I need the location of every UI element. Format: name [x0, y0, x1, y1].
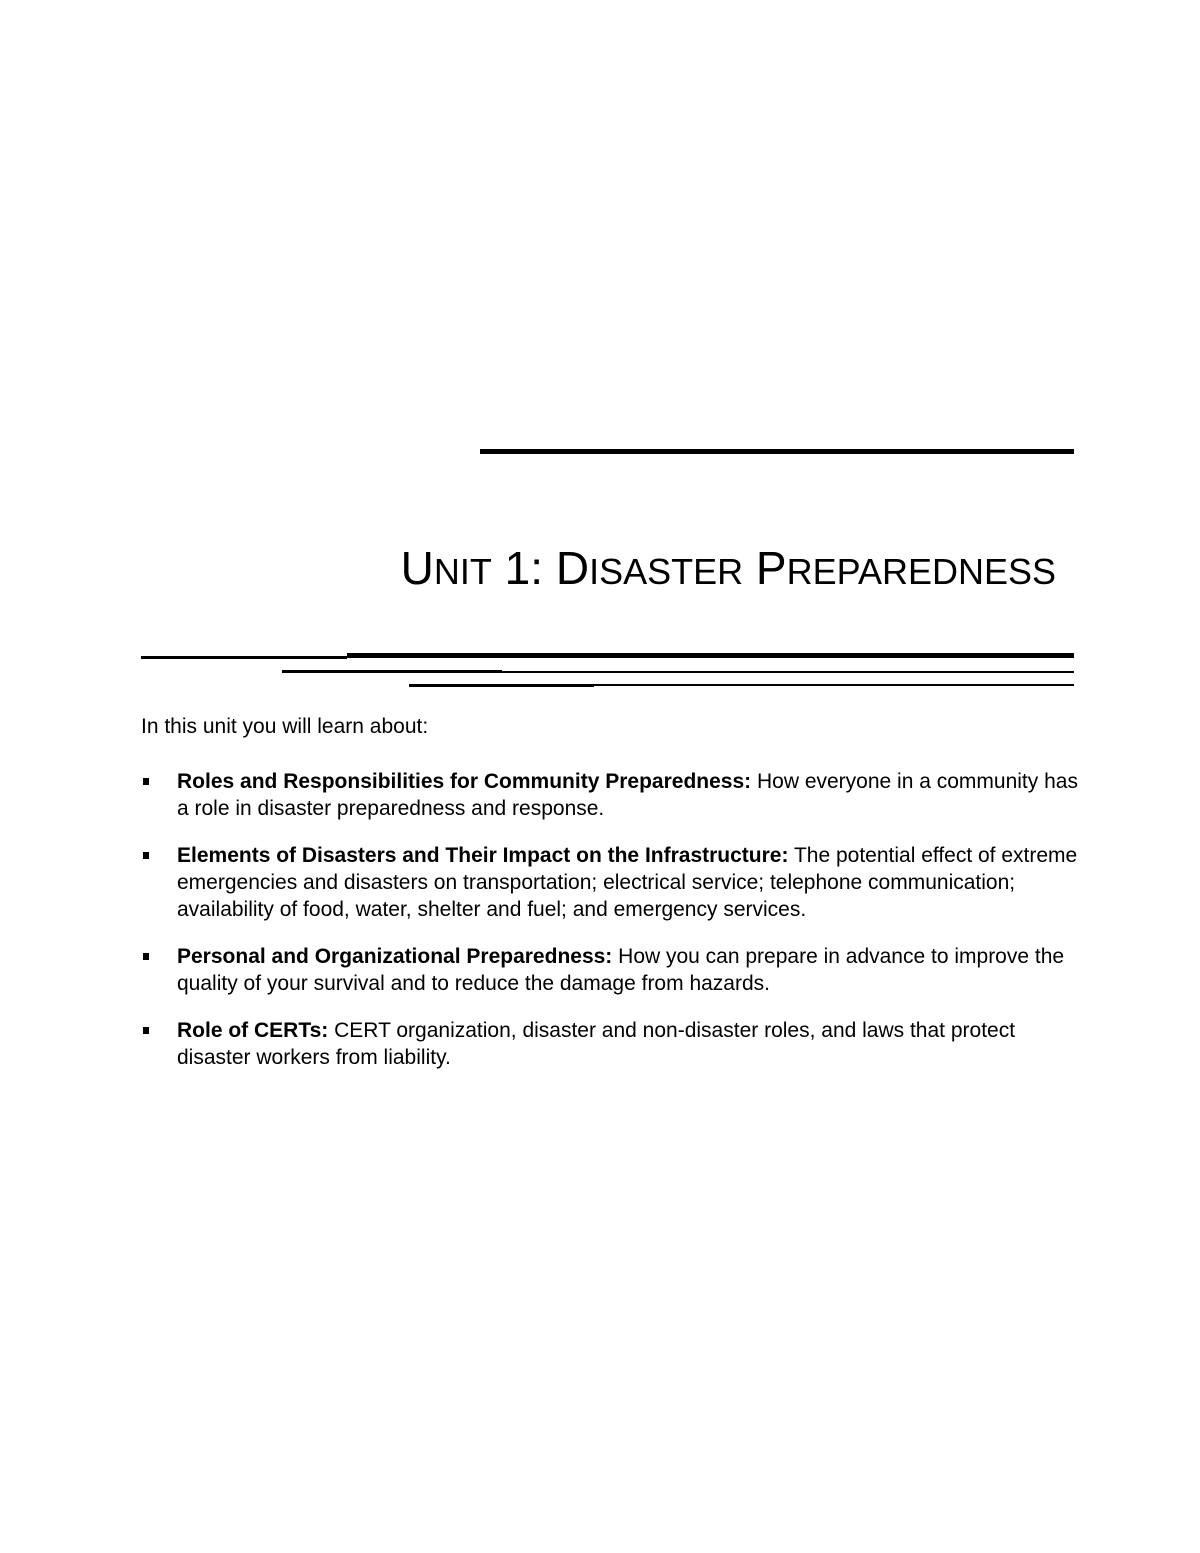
topic-description: CERT organization, disaster and non-disaster roles, and laws that protect disaster workers from liability. [177, 1019, 1016, 1069]
unit-title-reparedness: REPAREDNESS [786, 551, 1056, 592]
title-top-rule [480, 449, 1074, 454]
unit-title [300, 540, 1056, 600]
topics-list [141, 768, 1081, 1091]
unit-title-number: 1: [491, 542, 556, 594]
topic-title: Roles and Responsibilities for Community Preparedness: [177, 770, 752, 793]
rule-3-thick-segment [409, 684, 594, 687]
topic-title: Role of CERTs: [177, 1019, 329, 1042]
unit-title-nit: NIT [433, 551, 492, 592]
unit-title-isaster: ISASTER [589, 551, 744, 592]
square-bullet-icon [143, 778, 149, 785]
square-bullet-icon [143, 852, 149, 859]
unit-title-space [743, 542, 756, 594]
unit-title-d: D [555, 542, 590, 594]
topic-title: Elements of Disasters and Their Impact on the Infrastructure: [177, 844, 789, 867]
topic-title: Personal and Organizational Preparedness: [177, 945, 613, 968]
topic-description: The potential effect of extreme emergencies and disasters on transportation; electrical service; telephone communication; availability of food, water, shelter and fuel; and emergency services. [177, 844, 1078, 921]
topic-description: How you can prepare in advance to improve the quality of your survival and to reduce the damage from hazards. [177, 945, 1065, 995]
unit-title-u: U [400, 542, 434, 594]
topic-item [141, 1017, 1081, 1071]
rule-2-thin-segment [502, 671, 1074, 673]
topic-description: How everyone in a community has a role in disaster preparedness and response. [177, 770, 1078, 820]
rule-2-thick-segment [282, 670, 502, 673]
rule-1-thin-segment [141, 656, 347, 659]
topic-item [141, 768, 1081, 822]
topic-item [141, 842, 1081, 923]
square-bullet-icon [143, 953, 149, 960]
rule-1-thick-segment [347, 653, 1074, 658]
rule-3-thin-segment [594, 684, 1074, 686]
square-bullet-icon [143, 1027, 149, 1034]
unit-title-p: P [755, 542, 787, 594]
topic-item [141, 943, 1081, 997]
intro-text: In this unit you will learn about: [141, 715, 429, 738]
